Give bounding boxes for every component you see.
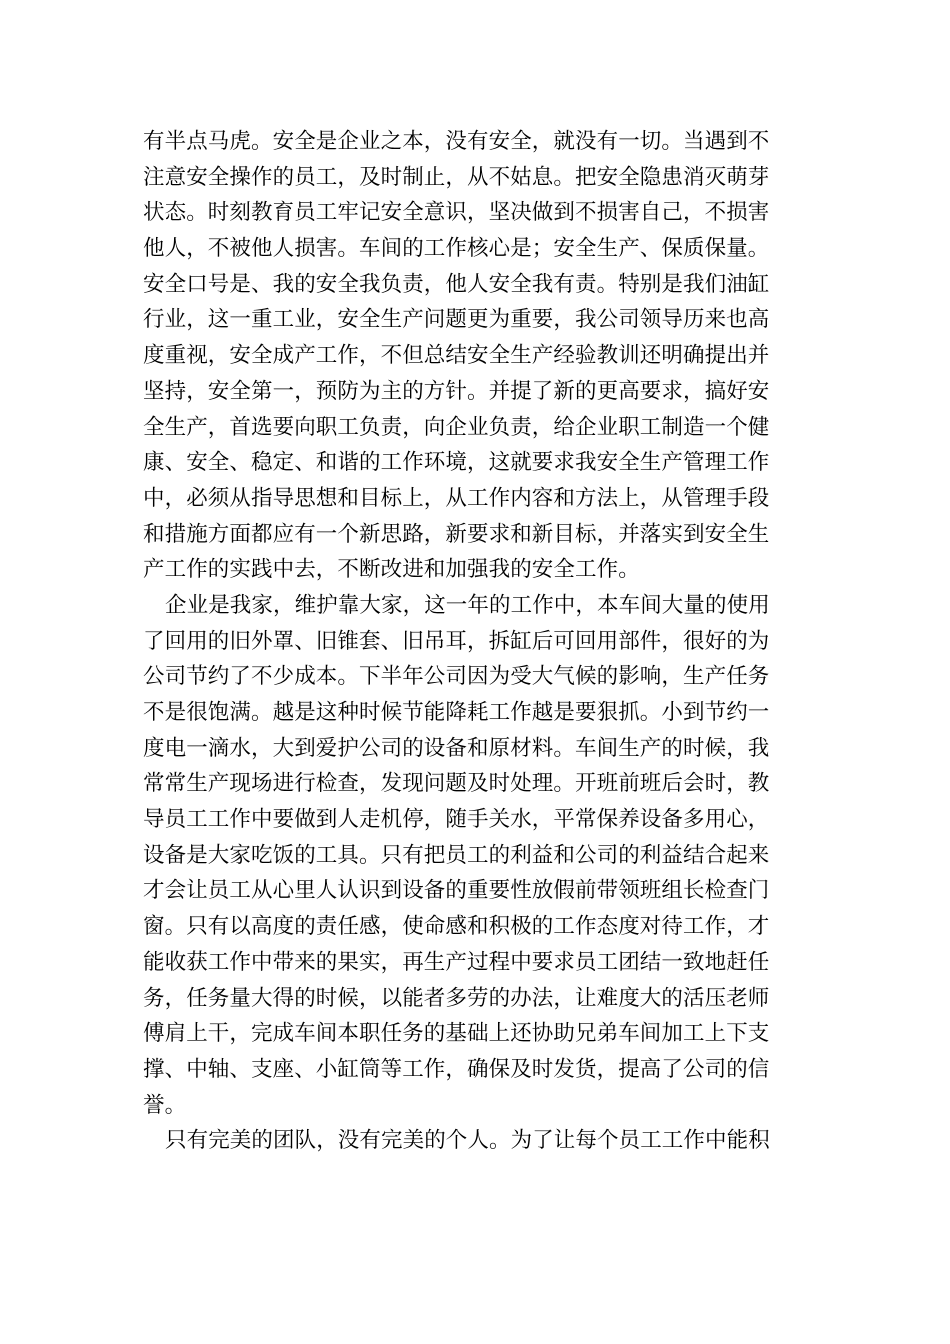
text-line: 安全口号是、我的安全我负责，他人安全我有责。特别是我们油缸 — [143, 271, 770, 297]
text-line: 全生产，首选要向职工负责，向企业负责，给企业职工制造一个健 — [143, 414, 770, 440]
text-line: 坚持，安全第一，预防为主的方针。并提了新的更高要求，搞好安 — [143, 378, 770, 404]
text-line: 只有完美的团队，没有完美的个人。为了让每个员工工作中能积 — [165, 1128, 770, 1154]
text-line: 导员工工作中要做到人走机停，随手关水，平常保养设备多用心， — [143, 807, 770, 833]
text-line: 度重视，安全成产工作，不但总结安全生产经验教训还明确提出并 — [143, 343, 770, 369]
paragraph-3 — [143, 1123, 823, 1159]
text-line: 公司节约了不少成本。下半年公司因为受大气候的影响，生产任务 — [143, 664, 770, 690]
text-line: 撑、中轴、支座、小缸筒等工作，确保及时发货，提高了公司的信 — [143, 1056, 770, 1082]
text-line: 能收获工作中带来的果实，再生产过程中要求员工团结一致地赶任 — [143, 949, 770, 975]
document-body — [143, 124, 823, 1159]
text-line: 行业，这一重工业，安全生产问题更为重要，我公司领导历来也高 — [143, 307, 770, 333]
text-line: 度电一滴水，大到爱护公司的设备和原材料。车间生产的时候，我 — [143, 735, 770, 761]
text-line: 傅肩上干，完成车间本职任务的基础上还协助兄弟车间加工上下支 — [143, 1021, 770, 1047]
text-line: 常常生产现场进行检查，发现问题及时处理。开班前班后会时，教 — [143, 771, 770, 797]
text-line: 产工作的实践中去，不断改进和加强我的安全工作。 — [143, 557, 640, 583]
paragraph-2 — [143, 588, 823, 1123]
text-line: 他人，不被他人损害。车间的工作核心是；安全生产、保质保量。 — [143, 236, 770, 262]
text-line: 注意安全操作的员工，及时制止，从不姑息。把安全隐患消灭萌芽 — [143, 164, 770, 190]
text-line: 和措施方面都应有一个新思路，新要求和新目标，并落实到安全生 — [143, 521, 770, 547]
text-line: 有半点马虎。安全是企业之本，没有安全，就没有一切。当遇到不 — [143, 129, 770, 154]
paragraph-1 — [143, 124, 823, 588]
text-line: 窗。只有以高度的责任感，使命感和积极的工作态度对待工作，才 — [143, 914, 770, 940]
text-line: 康、安全、稳定、和谐的工作环境，这就要求我安全生产管理工作 — [143, 450, 770, 476]
text-line: 誉。 — [143, 1092, 187, 1118]
text-line: 不是很饱满。越是这种时候节能降耗工作越是要狠抓。小到节约一 — [143, 700, 770, 725]
text-line: 企业是我家，维护靠大家，这一年的工作中，本车间大量的使用 — [165, 592, 770, 618]
text-line: 了回用的旧外罩、旧锥套、旧吊耳，拆缸后可回用部件，很好的为 — [143, 628, 770, 654]
text-line: 务，任务量大得的时候，以能者多劳的办法，让难度大的活压老师 — [143, 985, 770, 1011]
text-line: 设备是大家吃饭的工具。只有把员工的利益和公司的利益结合起来 — [143, 842, 770, 868]
text-line: 中，必须从指导思想和目标上，从工作内容和方法上，从管理手段 — [143, 485, 770, 511]
text-line: 状态。时刻教育员工牢记安全意识，坚决做到不损害自己，不损害 — [143, 200, 770, 226]
text-line: 才会让员工从心里人认识到设备的重要性放假前带领班组长检查门 — [143, 878, 770, 904]
